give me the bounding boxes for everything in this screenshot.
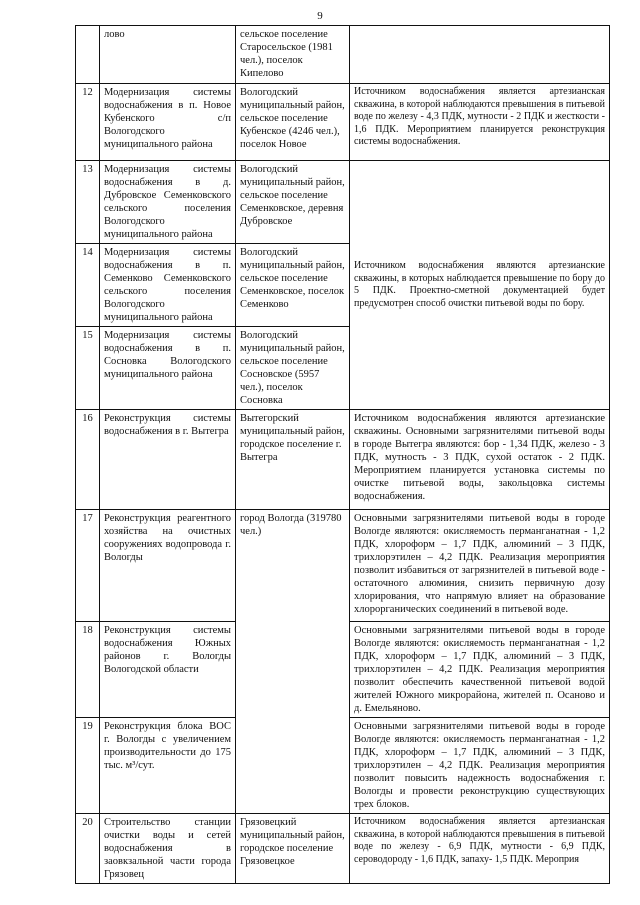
measure-title: Строительство станции очистки воды и сетей водоснабжения в заовкзальной части города Грязовец — [100, 814, 236, 884]
table-row — [76, 410, 610, 510]
measure-location: Вологодский муниципальный район, сельское поселение Сосновское (5957 чел.), поселок Сосновка — [236, 327, 350, 410]
measure-description: Источником водоснабжения являются артезианские скважины, в которых наблюдается превышение по бору до 5 ПДК. Проектно-сметной документацией будет предусмотрен способ очистки питьевой воды по бору. — [350, 161, 610, 410]
row-number: 15 — [76, 327, 100, 410]
measure-title: лово — [100, 26, 236, 84]
row-number: 19 — [76, 718, 100, 814]
measure-location: город Вологда (319780 чел.) — [236, 510, 350, 814]
measure-description: Основными загрязнителями питьевой воды в городе Вологде являются: окисляемость перманганатная - 1,2 ПДК, хлороформ – 1,7 ПДК, алюминий – 3 ПДК, трихлорэтилен – 4,2 ПДК. Реализация мероприятия позволит повысить надежность водоснабжения г. Вологды и провести реконструкцию существующих трех блоков. — [350, 718, 610, 814]
measure-location: сельское поселение Старосельское (1981 чел.), поселок Кипелово — [236, 26, 350, 84]
measure-location: Вытегорский муниципальный район, городское поселение г. Вытегра — [236, 410, 350, 510]
measure-location: Вологодский муниципальный район, сельское поселение Семенковское, деревня Дубровское — [236, 161, 350, 244]
table-row — [76, 161, 610, 244]
measure-description: Основными загрязнителями питьевой воды в городе Вологде являются: окисляемость перманганатная - 1,2 ПДК, хлороформ – 1,7 ПДК, алюминий – 3 ПДК, трихлорэтилен – 4,2 ПДК. Реализация мероприятия позволит избавиться от загрязнителей в питьевой воде - остаточного алюминия, снизить первичную дозу хлорирования, что напрямую влияет на образование хлорорганических соединений в питьевой воде. — [350, 510, 610, 622]
measure-title: Реконструкция блока ВОС г. Вологды с увеличением производительности до 175 тыс. м³/сут. — [100, 718, 236, 814]
table-row — [76, 84, 610, 161]
measure-description: Источником водоснабжения являются артезианские скважины. Основными загрязнителями питьевой воды в городе Вытегра являются: бор - 1,34 ПДК, железо - 3 ПДК, мутность - 3 ПДК, сухой остаток - 2 ПДК. Мероприятием планируется установка системы по очистке питьевой воды, закольцовка системы водоснабжения. — [350, 410, 610, 510]
measure-location: Вологодский муниципальный район, сельское поселение Семенковское, поселок Семенково — [236, 244, 350, 327]
measure-title: Модернизация системы водоснабжения в д. Дубровское Семенковского сельского поселения Вологодского муниципального района — [100, 161, 236, 244]
measure-title: Реконструкция реагентного хозяйства на очистных сооружениях водопровода г. Вологды — [100, 510, 236, 622]
measure-title: Модернизация системы водоснабжения в п. Новое Кубенского с/п Вологодского муниципального района — [100, 84, 236, 161]
measure-description: Источником водоснабжения является артезианская скважина, в которой наблюдаются превышения в питьевой воде по железу - 6,9 ПДК, мутности - 6,9 ПДК, сероводороду - 1,6 ПДК, запаху- 1,5 ПДК. Мероприя — [350, 814, 610, 884]
measure-location: Грязовецкий муниципальный район, городское поселение Грязовецкое — [236, 814, 350, 884]
measures-table — [75, 25, 610, 884]
measure-title: Модернизация системы водоснабжения в п. Сосновка Вологодского муниципального района — [100, 327, 236, 410]
table-row — [76, 26, 610, 84]
measure-description: Источником водоснабжения является артезианская скважина, в которой наблюдаются превышения в питьевой воде по железу - 4,3 ПДК, мутности - 2 ПДК и жесткости - 1,6 ПДК. Мероприятием планируется реконструкция системы водоснабжения. — [350, 84, 610, 161]
row-number: 13 — [76, 161, 100, 244]
table-row — [76, 510, 610, 622]
table-row — [76, 814, 610, 884]
measure-title: Реконструкция системы водоснабжения Южных районов г. Вологды Вологодской области — [100, 622, 236, 718]
row-number: 16 — [76, 410, 100, 510]
row-number — [76, 26, 100, 84]
row-number: 17 — [76, 510, 100, 622]
measure-title: Модернизация системы водоснабжения в п. Семенково Семенковского сельского поселения Вологодского муниципального района — [100, 244, 236, 327]
measure-description — [350, 26, 610, 84]
measure-title: Реконструкция системы водоснабжения в г. Вытегра — [100, 410, 236, 510]
measure-location: Вологодский муниципальный район, сельское поселение Кубенское (4246 чел.), поселок Новое — [236, 84, 350, 161]
row-number: 12 — [76, 84, 100, 161]
document-table-wrapper — [75, 25, 609, 884]
row-number: 18 — [76, 622, 100, 718]
row-number: 14 — [76, 244, 100, 327]
measure-description: Основными загрязнителями питьевой воды в городе Вологде являются: окисляемость перманганатная - 1,2 ПДК, хлороформ – 1,7 ПДК, алюминий – 3 ПДК, трихлорэтилен – 4,2 ПДК. Реализация мероприятия позволит обеспечить качественной питьевой водой жителей Южного микрорайона, жителей п. Осаново и д. Емельяново. — [350, 622, 610, 718]
page-number: 9 — [317, 10, 323, 22]
row-number: 20 — [76, 814, 100, 884]
